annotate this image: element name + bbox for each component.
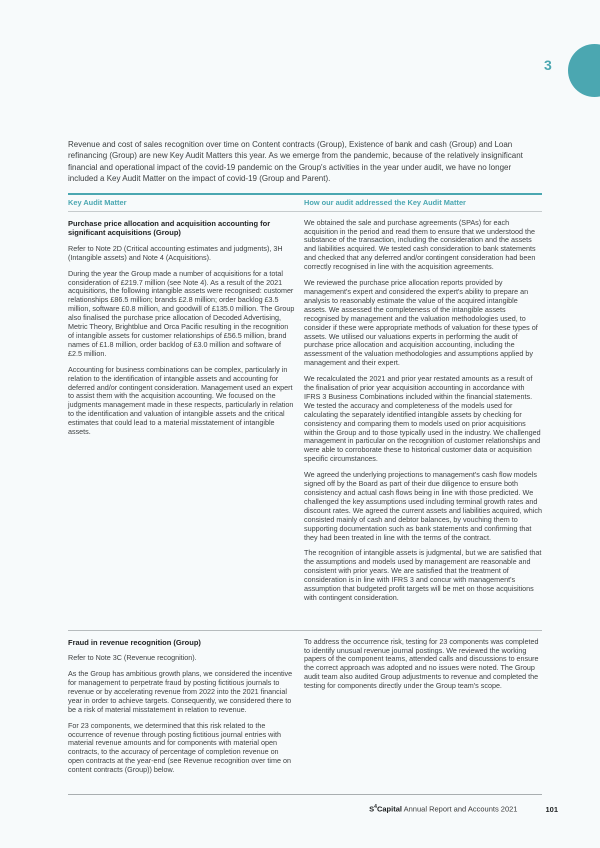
column-header-key-audit-matter: Key Audit Matter xyxy=(68,197,127,207)
kam-paragraph: We reviewed the purchase price allocation reports provided by management's expert and considered the expert's ability to prepare an analysis to reasonably estimate the value of the acquired intangible assets. We assessed the completeness of the intangible assets recognised by management and the valuation methodologies used, to consider if these were appropriate methods of valuation for these types of assets. We utilised our valuations experts in performing the audit of purchase price allocation and acquisition accounting, including the assessment of the valuation methodologies and assumptions applied by management and their expert. xyxy=(304,278,538,368)
kam-paragraph: We obtained the sale and purchase agreements (SPAs) for each acquisition in the period and read them to ensure that we understood the substance of the transaction, including the consideration and the assets and liabilities acquired. We tested cash consideration to bank statements and checked that any deferred and/or contingent consideration had been correctly recognised in line with the acquisition agreements. xyxy=(304,217,536,272)
page-number: 101 xyxy=(545,804,558,814)
column-header-audit-response: How our audit addressed the Key Audit Matter xyxy=(304,197,466,207)
brand-name: Capital xyxy=(376,804,402,814)
kam-description-cell xyxy=(68,212,296,630)
intro-paragraph: Revenue and cost of sales recognition over time on Content contracts (Group), Existence of bank and cash (Group) and Loan refinancing (Group) are new Key Audit Matters this year. As we emerge from the pandemic, because of the relatively insignificant financial and operational impact of the covid-19 pandemic on the Group's activities in the year under audit, we have no longer included a Key Audit Matter on the impact of covid-19 (Group and Parent). xyxy=(68,140,523,184)
kam-paragraph: For 23 components, we determined that this risk related to the occurrence of revenue through posting fictitious journal entries with material revenue amounts and for components with material open contracts, to the accuracy of percentage of completion revenue on open contracts at the year-end (see Revenue recognition over time on content contracts (Group)) below. xyxy=(68,720,291,775)
kam-description-cell xyxy=(68,631,296,794)
brand-superscript: 4 xyxy=(374,804,377,810)
key-audit-matters-table xyxy=(68,193,542,795)
table-row-purchase-price-allocation xyxy=(68,212,542,631)
kam-paragraph: To address the occurrence risk, testing for 23 components was completed to identify unusual revenue journal postings. We reviewed the working papers of the component teams, attended calls and discussions to ensure the correct approach was adopted and no issues were noted. The Group audit team also audited Group adjustments to revenue and completed the testing for components directly under the Group team's scope. xyxy=(304,636,539,691)
brand-prefix: S xyxy=(369,804,375,814)
page-footer xyxy=(369,804,558,814)
kam-paragraph: We recalculated the 2021 and prior year restated amounts as a result of the finalisation of prior year acquisition accounting in accordance with IFRS 3 Business Combinations included within the financial statements. We tested the accuracy and completeness of the models used for calculating the separately identified intangible assets by checking for consistency and comparing them to models used on prior acquisitions within the Group and to those typically used in the industry. We challenged management in particular on the recognition of customer relationships and were able to corroborate these to historical customer data or acquisition specific circumstances. xyxy=(304,374,541,464)
kam-response-cell xyxy=(304,631,542,794)
section-tab-circle xyxy=(568,44,600,97)
footer-brand xyxy=(369,804,517,814)
section-number: 3 xyxy=(544,57,552,73)
kam-paragraph: The recognition of intangible assets is judgmental, but we are satisfied that the assumptions and models used by management are reasonable and consistent with prior years. We are satisfied that the treatment of consideration is in line with IFRS 3 and concur with management's assumption that budgeted profit targets will be met on those acquisitions with contingent consideration. xyxy=(304,548,542,602)
kam-heading: Purchase price allocation and acquisition accounting for significant acquisitions (Group) xyxy=(68,218,271,238)
page-content xyxy=(68,139,542,795)
kam-paragraph: During the year the Group made a number of acquisitions for a total consideration of £219.7 million (see Note 4). As a result of the 2021 acquisitions, the following intangible assets were recognised: customer relationships £86.5 million; brands £2.8 million; order backlog £3.5 million, software £0.8 million, and goodwill of £135.0 million. The Group also finalised the purchase price allocation of Decoded Advertising, Metric Theory, Brightblue and Orca Pacific resulting in the recognition of intangible assets for customer relationships of £56.5 million, brand names of £1.8 million, order backlog of £3.0 million and software of £2.5 million. xyxy=(68,268,295,358)
kam-heading: Fraud in revenue recognition (Group) xyxy=(68,637,201,647)
kam-paragraph: As the Group has ambitious growth plans, we considered the incentive for management to perpetrate fraud by posting fictitious journals to revenue or by accelerating revenue from 2022 into the 2021 financial year in order to achieve targets. Consequently, we considered there to be a risk of material misstatement in relation to revenue. xyxy=(68,669,293,714)
kam-paragraph: Accounting for business combinations can be complex, particularly in relation to the identification of intangible assets and accounting for deferred and/or contingent consideration. Management used an expert to assist them with the acquisition accounting. We focused on the judgments management made in these respects, particularly in relation to the identification and valuation of intangible assets and the critical estimates that could lead to a material misstatement of intangible assets. xyxy=(68,364,294,437)
kam-paragraph: We agreed the underlying projections to management's cash flow models signed off by the Board as part of their due diligence to ensure both consistency and actual cash flows being in line with those predicted. We challenged the key assumptions used including terminal growth rates and discount rates. We agreed the current assets and liabilities acquired, which consisted mainly of cash and debtor balances, by vouching them to supporting documentation such as bank statements and confirming that they had been treated in line with the terms of the contract. xyxy=(304,470,542,542)
kam-paragraph: Refer to Note 3C (Revenue recognition). xyxy=(68,653,197,663)
table-header-row xyxy=(68,195,542,212)
brand-suffix: Annual Report and Accounts 2021 xyxy=(401,804,518,814)
table-row-fraud-in-revenue xyxy=(68,631,542,794)
kam-response-cell xyxy=(304,212,542,630)
kam-paragraph: Refer to Note 2D (Critical accounting estimates and judgments), 3H (Intangible assets) and Note 4 (Acquisitions). xyxy=(68,243,283,262)
